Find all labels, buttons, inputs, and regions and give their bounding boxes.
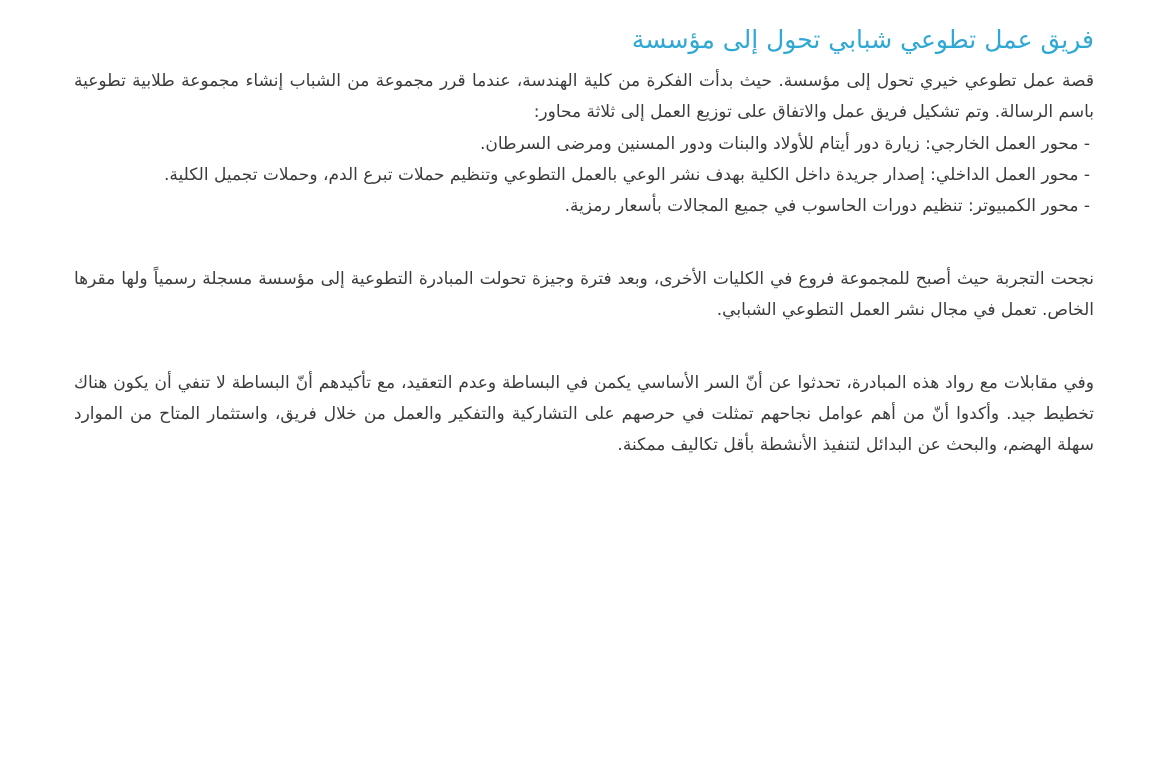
axis-internal-work: - محور العمل الداخلي: إصدار جريدة داخل الكلية بهدف نشر الوعي بالعمل التطوعي وتنظيم حملات تبرع الدم، وحملات تجميل الكلية. (164, 165, 1090, 185)
paragraph-spacer (74, 222, 1094, 264)
axes-list (74, 129, 1094, 222)
article (74, 18, 1094, 461)
interviews-paragraph: وفي مقابلات مع رواد هذه المبادرة، تحدثوا عن أنّ السر الأساسي يكمن في البساطة وعدم التعقيد، مع تأكيدهم أنّ البساطة لا تنفي أن يكون هناك تخطيط جيد. وأكدوا أنّ من أهم عوامل نجاحهم تمثلت في حرصهم على التشاركية والتفكير والعمل من خلال فريق، واستثمار المتاح من الموارد سهلة الهضم، والبحث عن البدائل لتنفيذ الأنشطة بأقل تكاليف ممكنة. (74, 373, 1094, 455)
article-title: فريق عمل تطوعي شبابي تحول إلى مؤسسة (631, 25, 1094, 54)
axis-computer: - محور الكمبيوتر: تنظيم دورات الحاسوب في جميع المجالات بأسعار رمزية. (564, 196, 1090, 216)
axis-external-work: - محور العمل الخارجي: زيارة دور أيتام للأولاد والبنات ودور المسنين ومرضى السرطان. (479, 134, 1090, 154)
paragraph-spacer (74, 326, 1094, 368)
intro-paragraph: قصة عمل تطوعي خيري تحول إلى مؤسسة. حيث بدأت الفكرة من كلية الهندسة، عندما قرر مجموعة من الشباب إنشاء مجموعة طلابية تطوعية باسم الرسالة. وتم تشكيل فريق عمل والاتفاق على توزيع العمل إلى ثلاثة محاور: (74, 71, 1094, 122)
success-paragraph: نجحت التجربة حيث أصبح للمجموعة فروع في الكليات الأخرى، وبعد فترة وجيزة تحولت المبادرة التطوعية إلى مؤسسة مسجلة رسمياً ولها مقرها الخاص. تعمل في مجال نشر العمل التطوعي الشبابي. (74, 269, 1094, 320)
